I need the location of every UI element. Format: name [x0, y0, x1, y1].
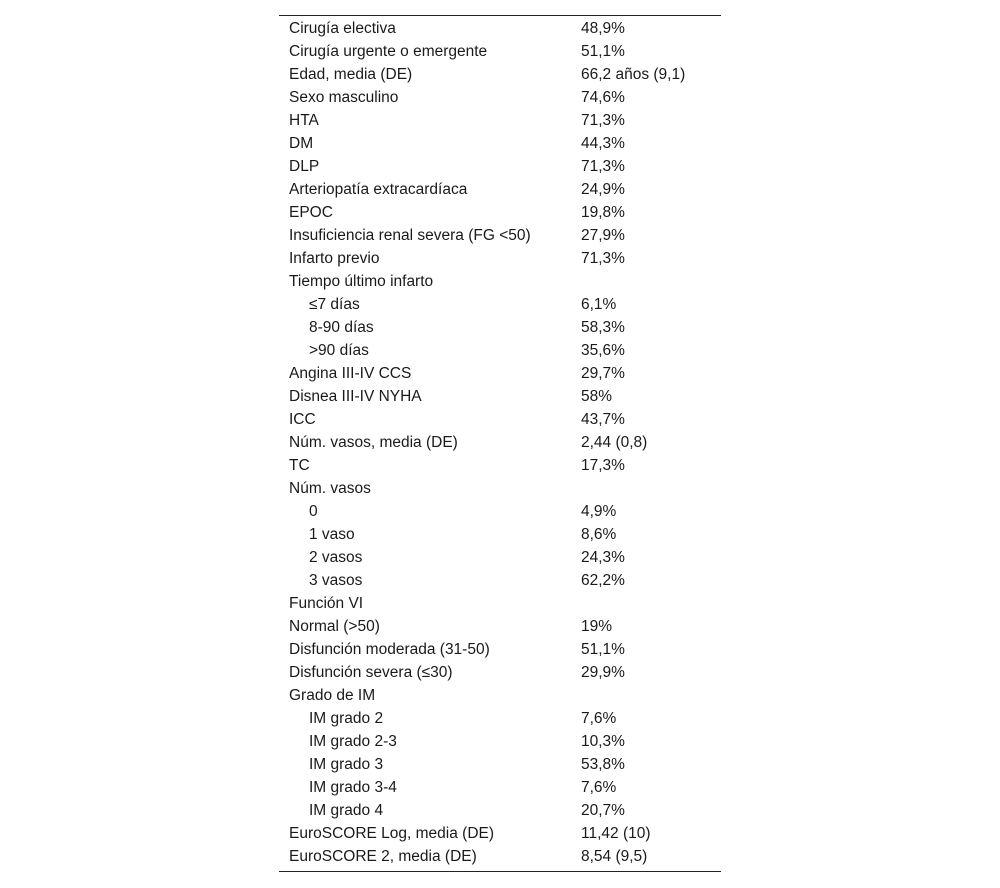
table-row	[279, 109, 721, 132]
row-value: 7,6%	[581, 779, 617, 796]
row-value: 17,3%	[581, 457, 625, 474]
row-label: TC	[289, 457, 310, 474]
table-row	[279, 592, 721, 615]
row-label: Disfunción severa (≤30)	[289, 664, 453, 681]
table-row	[279, 730, 721, 753]
table-row	[279, 201, 721, 224]
table-row	[279, 776, 721, 799]
row-label: DLP	[289, 158, 320, 175]
table-row	[279, 546, 721, 569]
row-label: IM grado 2-3	[309, 733, 397, 750]
row-label: 0	[309, 503, 318, 520]
row-label: Angina III-IV CCS	[289, 365, 412, 382]
table-row	[279, 316, 721, 339]
table-row	[279, 523, 721, 546]
row-value: 51,1%	[581, 43, 625, 60]
row-label: Disnea III-IV NYHA	[289, 388, 422, 405]
row-value: 7,6%	[581, 710, 617, 727]
row-label: 3 vasos	[309, 572, 363, 589]
row-value: 29,7%	[581, 365, 625, 382]
table-row	[279, 707, 721, 730]
row-label: Cirugía electiva	[289, 20, 396, 37]
table-row	[279, 477, 721, 500]
table-row	[279, 270, 721, 293]
row-label: Cirugía urgente o emergente	[289, 43, 488, 60]
row-value: 43,7%	[581, 411, 625, 428]
table-row	[279, 155, 721, 178]
row-label: ≤7 días	[309, 296, 360, 313]
row-label: ICC	[289, 411, 316, 428]
row-label: Grado de IM	[289, 687, 376, 704]
row-value: 51,1%	[581, 641, 625, 658]
row-label: Disfunción moderada (31-50)	[289, 641, 490, 658]
table-row	[279, 638, 721, 661]
row-label: EuroSCORE Log, media (DE)	[289, 825, 495, 842]
table-row	[279, 224, 721, 247]
row-value: 48,9%	[581, 20, 625, 37]
table-row	[279, 339, 721, 362]
row-value	[571, 592, 721, 615]
table-row	[279, 17, 721, 40]
row-value: 8,54 (9,5)	[581, 848, 648, 865]
data-table	[279, 17, 721, 868]
row-value: 2,44 (0,8)	[581, 434, 648, 451]
table-row	[279, 431, 721, 454]
row-value	[571, 477, 721, 500]
row-value: 62,2%	[581, 572, 625, 589]
baseline-characteristics-table	[279, 15, 721, 872]
row-value: 58,3%	[581, 319, 625, 336]
row-label: EPOC	[289, 204, 333, 221]
table-row	[279, 822, 721, 845]
table-row	[279, 132, 721, 155]
row-value: 71,3%	[581, 250, 625, 267]
row-value: 44,3%	[581, 135, 625, 152]
table-row	[279, 661, 721, 684]
row-label: >90 días	[309, 342, 369, 359]
row-label: Sexo masculino	[289, 89, 399, 106]
row-label: Arteriopatía extracardíaca	[289, 181, 468, 198]
table-row	[279, 500, 721, 523]
table-row	[279, 247, 721, 270]
row-value: 24,3%	[581, 549, 625, 566]
row-value: 19,8%	[581, 204, 625, 221]
row-label: IM grado 4	[309, 802, 384, 819]
row-label: Núm. vasos	[289, 480, 371, 497]
table-row	[279, 799, 721, 822]
row-value: 24,9%	[581, 181, 625, 198]
row-value: 35,6%	[581, 342, 625, 359]
table-row	[279, 86, 721, 109]
table-row	[279, 63, 721, 86]
row-label: EuroSCORE 2, media (DE)	[289, 848, 477, 865]
table-row	[279, 753, 721, 776]
row-value: 71,3%	[581, 158, 625, 175]
row-label: Normal (>50)	[289, 618, 380, 635]
row-value: 58%	[581, 388, 613, 405]
row-value: 71,3%	[581, 112, 625, 129]
row-label: DM	[289, 135, 314, 152]
row-value: 8,6%	[581, 526, 617, 543]
row-value: 29,9%	[581, 664, 625, 681]
row-label: Núm. vasos, media (DE)	[289, 434, 458, 451]
table-row	[279, 569, 721, 592]
row-label: Función VI	[289, 595, 364, 612]
row-label: IM grado 2	[309, 710, 384, 727]
row-label: 1 vaso	[309, 526, 355, 543]
table-row	[279, 362, 721, 385]
row-value: 20,7%	[581, 802, 625, 819]
row-label: Edad, media (DE)	[289, 66, 413, 83]
row-value: 6,1%	[581, 296, 617, 313]
row-value	[571, 270, 721, 293]
row-label: 8-90 días	[309, 319, 374, 336]
table-row	[279, 385, 721, 408]
table-row	[279, 684, 721, 707]
row-value: 74,6%	[581, 89, 625, 106]
row-label: IM grado 3-4	[309, 779, 397, 796]
row-label: IM grado 3	[309, 756, 384, 773]
row-label: 2 vasos	[309, 549, 363, 566]
row-value: 53,8%	[581, 756, 625, 773]
table-row	[279, 454, 721, 477]
row-value: 11,42 (10)	[581, 825, 651, 842]
table-row	[279, 293, 721, 316]
table-row	[279, 845, 721, 868]
row-value: 19%	[581, 618, 613, 635]
row-value: 10,3%	[581, 733, 625, 750]
table-row	[279, 615, 721, 638]
row-label: Infarto previo	[289, 250, 380, 267]
row-value: 27,9%	[581, 227, 625, 244]
row-value: 4,9%	[581, 503, 617, 520]
row-value: 66,2 años (9,1)	[581, 66, 686, 83]
row-value	[571, 684, 721, 707]
table-body	[279, 17, 721, 868]
row-label: HTA	[289, 112, 319, 129]
row-label: Tiempo último infarto	[289, 273, 434, 290]
table-row	[279, 178, 721, 201]
row-label: Insuficiencia renal severa (FG <50)	[289, 227, 531, 244]
table-row	[279, 408, 721, 431]
table-row	[279, 40, 721, 63]
